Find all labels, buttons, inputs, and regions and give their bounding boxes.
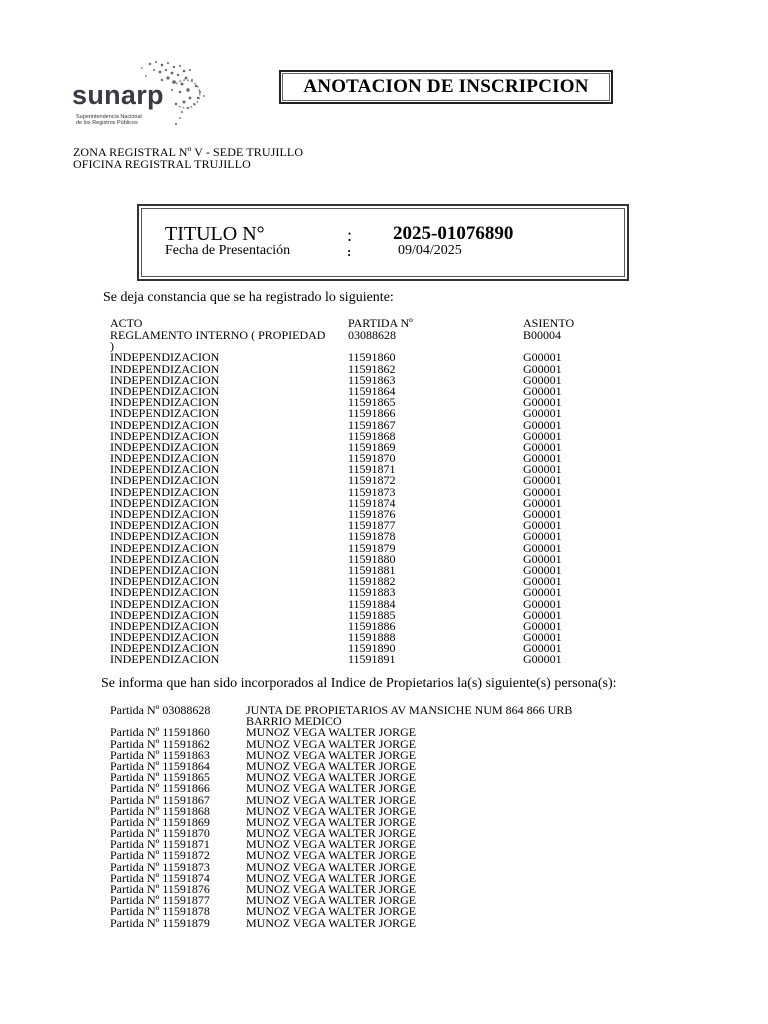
owner-name: MUNOZ VEGA WALTER JORGE (246, 893, 417, 908)
acto-cell: INDEPENDIZACION (110, 372, 220, 387)
owner-partida: Partida Nº 11591865 (110, 770, 210, 785)
owner-name: MUNOZ VEGA WALTER JORGE (246, 904, 417, 919)
asiento-cell: G00001 (523, 439, 562, 454)
owner-partida: Partida Nº 11591870 (110, 826, 210, 841)
asiento-cell: G00001 (523, 585, 562, 600)
acto-cell: INDEPENDIZACION (110, 350, 220, 365)
acto-cell: INDEPENDIZACION (110, 529, 220, 544)
owner-name: JUNTA DE PROPIETARIOS AV MANSICHE NUM 864 866 URB (246, 703, 573, 717)
asiento-cell: G00001 (523, 484, 562, 499)
oficina-registral: OFICINA REGISTRAL TRUJILLO (73, 157, 251, 171)
owners-list (110, 705, 630, 929)
owner-name: MUNOZ VEGA WALTER JORGE (246, 870, 417, 885)
list-item (110, 705, 630, 716)
owner-name: MUNOZ VEGA WALTER JORGE (246, 747, 417, 762)
owner-partida: Partida Nº 11591876 (110, 882, 210, 896)
owner-partida: Partida Nº 11591867 (110, 792, 210, 807)
partida-cell: 11591885 (348, 607, 396, 622)
asiento-cell: G00001 (523, 518, 562, 533)
asiento-cell: G00001 (523, 350, 562, 365)
asiento-cell: G00001 (523, 372, 562, 387)
asiento-cell: G00001 (523, 462, 562, 477)
partida-cell: 11591882 (348, 574, 396, 589)
owner-name: MUNOZ VEGA WALTER JORGE (246, 758, 417, 773)
logo-subtitle (76, 114, 142, 126)
owner-name: MUNOZ VEGA WALTER JORGE (246, 792, 417, 807)
owner-name: MUNOZ VEGA WALTER JORGE (246, 859, 417, 874)
asiento-cell: G00001 (523, 495, 562, 510)
list-item (110, 915, 630, 930)
partida-cell: 11591871 (348, 462, 396, 477)
partida-cell: 11591862 (348, 361, 396, 376)
acto-cell: INDEPENDIZACION (110, 484, 220, 499)
partida-cell: 11591884 (348, 596, 396, 611)
owner-name: MUNOZ VEGA WALTER JORGE (246, 781, 417, 796)
acto-cell: INDEPENDIZACION (110, 473, 220, 488)
owner-partida: Partida Nº 11591877 (110, 893, 210, 908)
owner-partida: Partida Nº 11591874 (110, 870, 210, 885)
header-partida: PARTIDA Nº (348, 316, 413, 330)
acto-cell: INDEPENDIZACION (110, 641, 220, 656)
partida-cell: 11591876 (348, 507, 396, 521)
fecha-colon: : (347, 244, 352, 259)
asiento-cell: G00001 (523, 630, 562, 645)
asiento-cell: G00001 (523, 428, 562, 443)
partida-cell: 11591868 (348, 428, 396, 443)
owner-partida: Partida Nº 11591878 (110, 904, 210, 919)
asiento-cell: G00001 (523, 473, 562, 488)
partida-cell: 11591877 (348, 518, 396, 533)
asiento-cell: G00001 (523, 361, 562, 376)
owner-partida: Partida Nº 11591860 (110, 725, 210, 740)
logo-wordmark: sunarp (72, 80, 164, 110)
document-title: ANOTACION DE INSCRIPCION (279, 70, 613, 104)
asiento-cell: G00001 (523, 652, 562, 667)
owner-partida: Partida Nº 03088628 (110, 703, 211, 717)
asiento-cell: G00001 (523, 618, 562, 633)
acto-cell: INDEPENDIZACION (110, 618, 220, 633)
acto-cell: INDEPENDIZACION (110, 518, 220, 533)
owner-partida: Partida Nº 11591879 (110, 915, 210, 930)
owner-name: MUNOZ VEGA WALTER JORGE (246, 803, 417, 818)
acto-cell: INDEPENDIZACION (110, 383, 220, 398)
logo-subtitle-line2: de los Registros Públicos (76, 120, 138, 126)
partida-cell: 11591867 (348, 417, 396, 432)
asiento-cell: B00004 (523, 328, 562, 342)
acts-table-body (110, 330, 590, 666)
asiento-cell: G00001 (523, 529, 562, 544)
owner-partida: Partida Nº 11591871 (110, 837, 210, 852)
partida-cell: 11591873 (348, 484, 396, 499)
partida-cell: 11591874 (348, 495, 396, 510)
partida-cell: 11591865 (348, 395, 396, 410)
asiento-cell: G00001 (523, 417, 562, 432)
zona-registral: ZONA REGISTRAL Nº V - SEDE TRUJILLO (73, 145, 304, 159)
acto-cell: INDEPENDIZACION (110, 406, 220, 421)
asiento-cell: G00001 (523, 507, 562, 521)
partida-cell: 11591864 (348, 383, 396, 398)
partida-cell: 11591879 (348, 540, 396, 555)
fecha-value: 09/04/2025 (398, 243, 462, 258)
owner-partida: Partida Nº 11591862 (110, 736, 210, 751)
titulo-value: 2025-01076890 (393, 223, 514, 244)
asiento-cell: G00001 (523, 607, 562, 622)
acto-cell: INDEPENDIZACION (110, 630, 220, 645)
owner-partida: Partida Nº 11591872 (110, 848, 210, 863)
partida-cell: 11591881 (348, 562, 396, 577)
table-row (110, 330, 590, 341)
acto-cell: INDEPENDIZACION (110, 439, 220, 454)
partida-cell: 11591880 (348, 551, 396, 566)
titulo-colon: : (347, 225, 353, 245)
owner-name: MUNOZ VEGA WALTER JORGE (246, 837, 417, 852)
owner-name: MUNOZ VEGA WALTER JORGE (246, 915, 417, 930)
asiento-cell: G00001 (523, 551, 562, 566)
acto-cell: INDEPENDIZACION (110, 607, 220, 622)
asiento-cell: G00001 (523, 562, 562, 577)
partida-cell: 11591866 (348, 406, 396, 421)
acto-cell: INDEPENDIZACION (110, 462, 220, 477)
acto-cell: INDEPENDIZACION (110, 361, 220, 376)
acto-cell: INDEPENDIZACION (110, 596, 220, 611)
owner-name: MUNOZ VEGA WALTER JORGE (246, 736, 417, 751)
owner-partida: Partida Nº 11591868 (110, 803, 210, 818)
acto-cell: INDEPENDIZACION (110, 495, 220, 510)
partida-cell: 11591891 (348, 652, 396, 667)
owner-name: BARRIO MEDICO (246, 714, 342, 729)
partida-cell: 11591872 (348, 473, 396, 488)
table-row (110, 654, 590, 665)
intro-text: Se deja constancia que se ha registrado lo siguiente: (103, 290, 394, 305)
acto-cell: INDEPENDIZACION (110, 585, 220, 600)
asiento-cell: G00001 (523, 641, 562, 656)
header-asiento: ASIENTO (523, 316, 575, 330)
owner-partida: Partida Nº 11591863 (110, 747, 210, 762)
owner-name: MUNOZ VEGA WALTER JORGE (246, 882, 417, 896)
acto-cell: INDEPENDIZACION (110, 652, 220, 667)
acto-cell: REGLAMENTO INTERNO ( PROPIEDAD (110, 328, 326, 342)
acto-cell: INDEPENDIZACION (110, 574, 220, 589)
info-text: Se informa que han sido incorporados al Indice de Propietarios la(s) siguiente(s) persona(s): (101, 676, 617, 691)
partida-cell: 11591860 (348, 350, 396, 365)
asiento-cell: G00001 (523, 596, 562, 611)
partida-cell: 11591878 (348, 529, 396, 544)
fecha-label: Fecha de Presentación (165, 243, 291, 258)
owner-partida: Partida Nº 11591869 (110, 814, 210, 829)
partida-cell: 11591890 (348, 641, 396, 656)
owner-name: MUNOZ VEGA WALTER JORGE (246, 725, 417, 740)
partida-cell: 11591863 (348, 372, 396, 387)
acto-cell: INDEPENDIZACION (110, 395, 220, 410)
partida-cell: 11591883 (348, 585, 396, 600)
acto-cell: INDEPENDIZACION (110, 540, 220, 555)
partida-cell: 11591888 (348, 630, 396, 645)
acto-cell: INDEPENDIZACION (110, 428, 220, 443)
logo-subtitle-line1: Superintendencia Nacional (76, 114, 142, 120)
acto-cell: INDEPENDIZACION (110, 451, 220, 466)
acto-cell: INDEPENDIZACION (110, 507, 220, 521)
header-acto: ACTO (110, 316, 143, 330)
owner-name: MUNOZ VEGA WALTER JORGE (246, 848, 417, 863)
asiento-cell: G00001 (523, 540, 562, 555)
owner-partida: Partida Nº 11591864 (110, 758, 210, 773)
partida-cell: 03088628 (348, 328, 396, 342)
acto-cell: INDEPENDIZACION (110, 417, 220, 432)
acto-cell: INDEPENDIZACION (110, 562, 220, 577)
owner-name: MUNOZ VEGA WALTER JORGE (246, 814, 417, 829)
owner-partida: Partida Nº 11591866 (110, 781, 210, 796)
acto-cell: INDEPENDIZACION (110, 551, 220, 566)
acto-cell: ) (110, 339, 114, 354)
owner-name: MUNOZ VEGA WALTER JORGE (246, 826, 417, 841)
partida-cell: 11591870 (348, 451, 396, 466)
asiento-cell: G00001 (523, 383, 562, 398)
titulo-label: TITULO N° (165, 223, 265, 245)
asiento-cell: G00001 (523, 406, 562, 421)
partida-cell: 11591869 (348, 439, 396, 454)
asiento-cell: G00001 (523, 451, 562, 466)
asiento-cell: G00001 (523, 574, 562, 589)
asiento-cell: G00001 (523, 395, 562, 410)
owner-partida: Partida Nº 11591873 (110, 859, 210, 874)
owner-name: MUNOZ VEGA WALTER JORGE (246, 770, 417, 785)
partida-cell: 11591886 (348, 618, 396, 633)
